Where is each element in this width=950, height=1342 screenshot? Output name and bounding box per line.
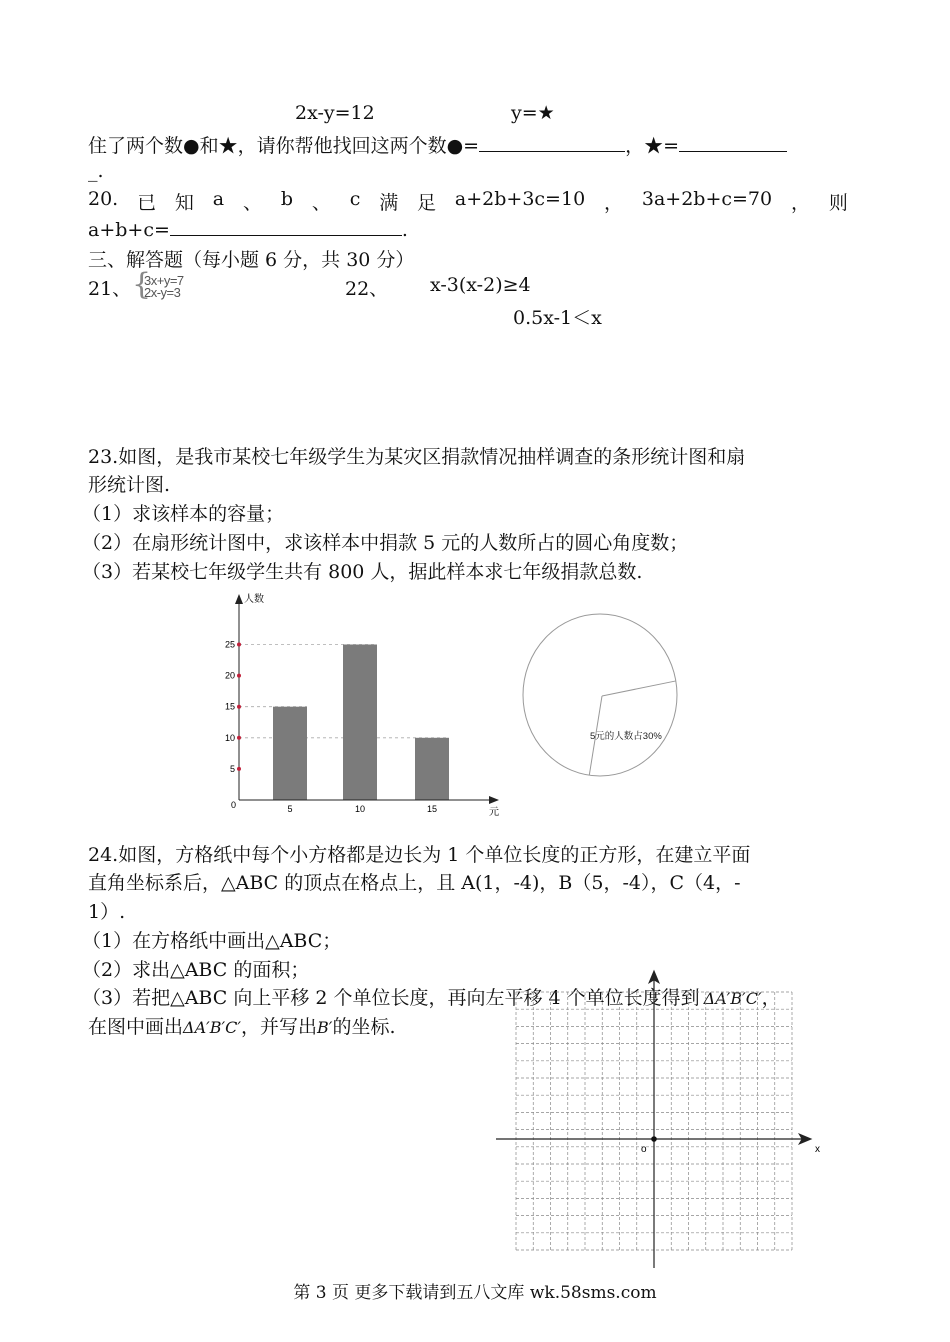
q20-word: a <box>212 188 225 210</box>
q20-word: c <box>349 188 361 210</box>
q24-last-b: ，并写出 <box>241 1016 318 1038</box>
grid-x-label: x <box>815 1144 820 1155</box>
page-footer: 第 3 页 更多下载请到五八文库 wk.58sms.com <box>293 1283 657 1303</box>
y-tick-label: 25 <box>224 639 235 650</box>
q24-sub2: （2）求出△ABC 的面积； <box>82 959 310 981</box>
q20-word: 已 <box>137 192 157 214</box>
y-tick-label: 15 <box>224 701 235 712</box>
q24-line1: 24.如图，方格纸中每个小方格都是边长为 1 个单位长度的正方形，在建立平面 <box>88 844 751 866</box>
q23-sub3: （3）若某校七年级学生共有 800 人，据此样本求七年级捐款总数. <box>82 561 643 583</box>
q24-last-c: 的坐标. <box>332 1016 396 1038</box>
q21-num: 21、 <box>88 278 132 300</box>
q24-last-a: 在图中画出 <box>88 1016 184 1038</box>
q24-sub1: （1）在方格纸中画出△ABC； <box>82 930 342 952</box>
q20-blank <box>170 217 402 236</box>
q20-line2 <box>88 217 408 241</box>
q20-word: 3a+2b+c=70 <box>641 188 773 210</box>
q24-b-prime: B′ <box>317 1018 333 1037</box>
q19-line-end: _. <box>88 160 104 182</box>
q20-word: ， <box>604 192 624 214</box>
q23-sub2: （2）在扇形统计图中，求该样本中捐款 5 元的人数所占的圆心角度数； <box>82 532 689 554</box>
q20-end: . <box>401 219 408 241</box>
q19-equation-right: y=★ <box>511 102 555 124</box>
x-tick-labels <box>287 804 437 814</box>
q22-ineq1: x-3(x-2)≥4 <box>430 274 531 296</box>
q19-blank-star <box>679 133 787 152</box>
q21-eq1: 3x+y=7 <box>144 273 184 288</box>
q19-blank-circle <box>479 133 625 152</box>
bar <box>273 707 307 800</box>
q21-brace-icon: { <box>132 267 152 302</box>
q20-word: 知 <box>174 192 194 214</box>
q19-line <box>88 131 787 158</box>
y-tick-label: 5 <box>229 763 235 774</box>
x-tick-label: 15 <box>426 804 438 814</box>
q23-line1: 23.如图，是我市某校七年级学生为某灾区捐款情况抽样调查的条形统计图和扇 <box>88 446 746 468</box>
q24-triangle-prime: ΔA′B′C′ <box>703 989 762 1008</box>
coordinate-grid <box>492 968 832 1272</box>
pie-outline <box>523 614 677 776</box>
bar <box>415 738 449 800</box>
x-tick-label: 5 <box>287 804 293 814</box>
q24-triangle-prime-2: ΔA′B′C′ <box>183 1018 242 1037</box>
q24-line3: 1）. <box>88 901 126 923</box>
q20-sum-label: a+b+c= <box>88 219 170 241</box>
pie-chart <box>520 608 690 786</box>
q20-num: 20. <box>88 188 119 210</box>
q23-line2: 形统计图. <box>88 474 171 496</box>
x-tick-label: 10 <box>354 804 366 814</box>
q20-line1 <box>88 188 848 215</box>
q21-system <box>144 275 184 299</box>
q20-word: 、 <box>242 192 262 214</box>
q20-word: 足 <box>417 192 437 214</box>
q19-equation-left: 2x-y=12 <box>295 102 375 124</box>
q20-word: b <box>280 188 293 210</box>
bar-chart <box>210 585 510 820</box>
q20-word: a+2b+3c=10 <box>454 188 586 210</box>
y-tick-dot <box>237 674 241 678</box>
y-tick-dot <box>237 736 241 740</box>
origin-dot <box>651 1136 657 1142</box>
y-tick-dot <box>237 705 241 709</box>
origin-o-label: o <box>641 1144 647 1155</box>
y-tick-dot <box>237 643 241 647</box>
q19-sep: ，★= <box>625 135 680 157</box>
y-axis-label: 人数 <box>244 594 264 605</box>
y-tick-label: 10 <box>224 732 235 743</box>
q20-word: 满 <box>379 192 399 214</box>
q22-ineq2: 0.5x-1＜x <box>513 307 602 329</box>
bar <box>343 645 377 801</box>
q24-last-line <box>88 1012 395 1039</box>
q20-word: 则 <box>828 192 848 214</box>
q22-num: 22、 <box>345 278 389 300</box>
x-axis-label: 元 <box>489 807 499 818</box>
origin-label: 0 <box>231 800 237 810</box>
y-tick-label: 20 <box>224 670 235 681</box>
q19-text: 住了两个数●和★，请你帮他找回这两个数●= <box>88 135 480 157</box>
pie-slice-label: 5元的人数占30% <box>590 731 662 742</box>
q21-eq2: 2x-y=3 <box>144 285 181 300</box>
q20-word: ， <box>790 192 810 214</box>
bar-series <box>273 645 449 801</box>
q20-word: 、 <box>311 192 331 214</box>
y-tick-dot <box>237 767 241 771</box>
q24-sub3-text: （3）若把△ABC 向上平移 2 个单位长度，再向左平移 4 个单位长度得到 <box>82 987 700 1009</box>
q24-sub3-comma: ， <box>761 987 781 1009</box>
q24-line2: 直角坐标系后，△ABC 的顶点在格点上，且 A(1，-4)，B（5，-4），C（4，- <box>88 872 741 894</box>
q23-sub1: （1）求该样本的容量； <box>82 503 285 525</box>
section-3-title: 三、解答题（每小题 6 分，共 30 分） <box>88 249 415 271</box>
